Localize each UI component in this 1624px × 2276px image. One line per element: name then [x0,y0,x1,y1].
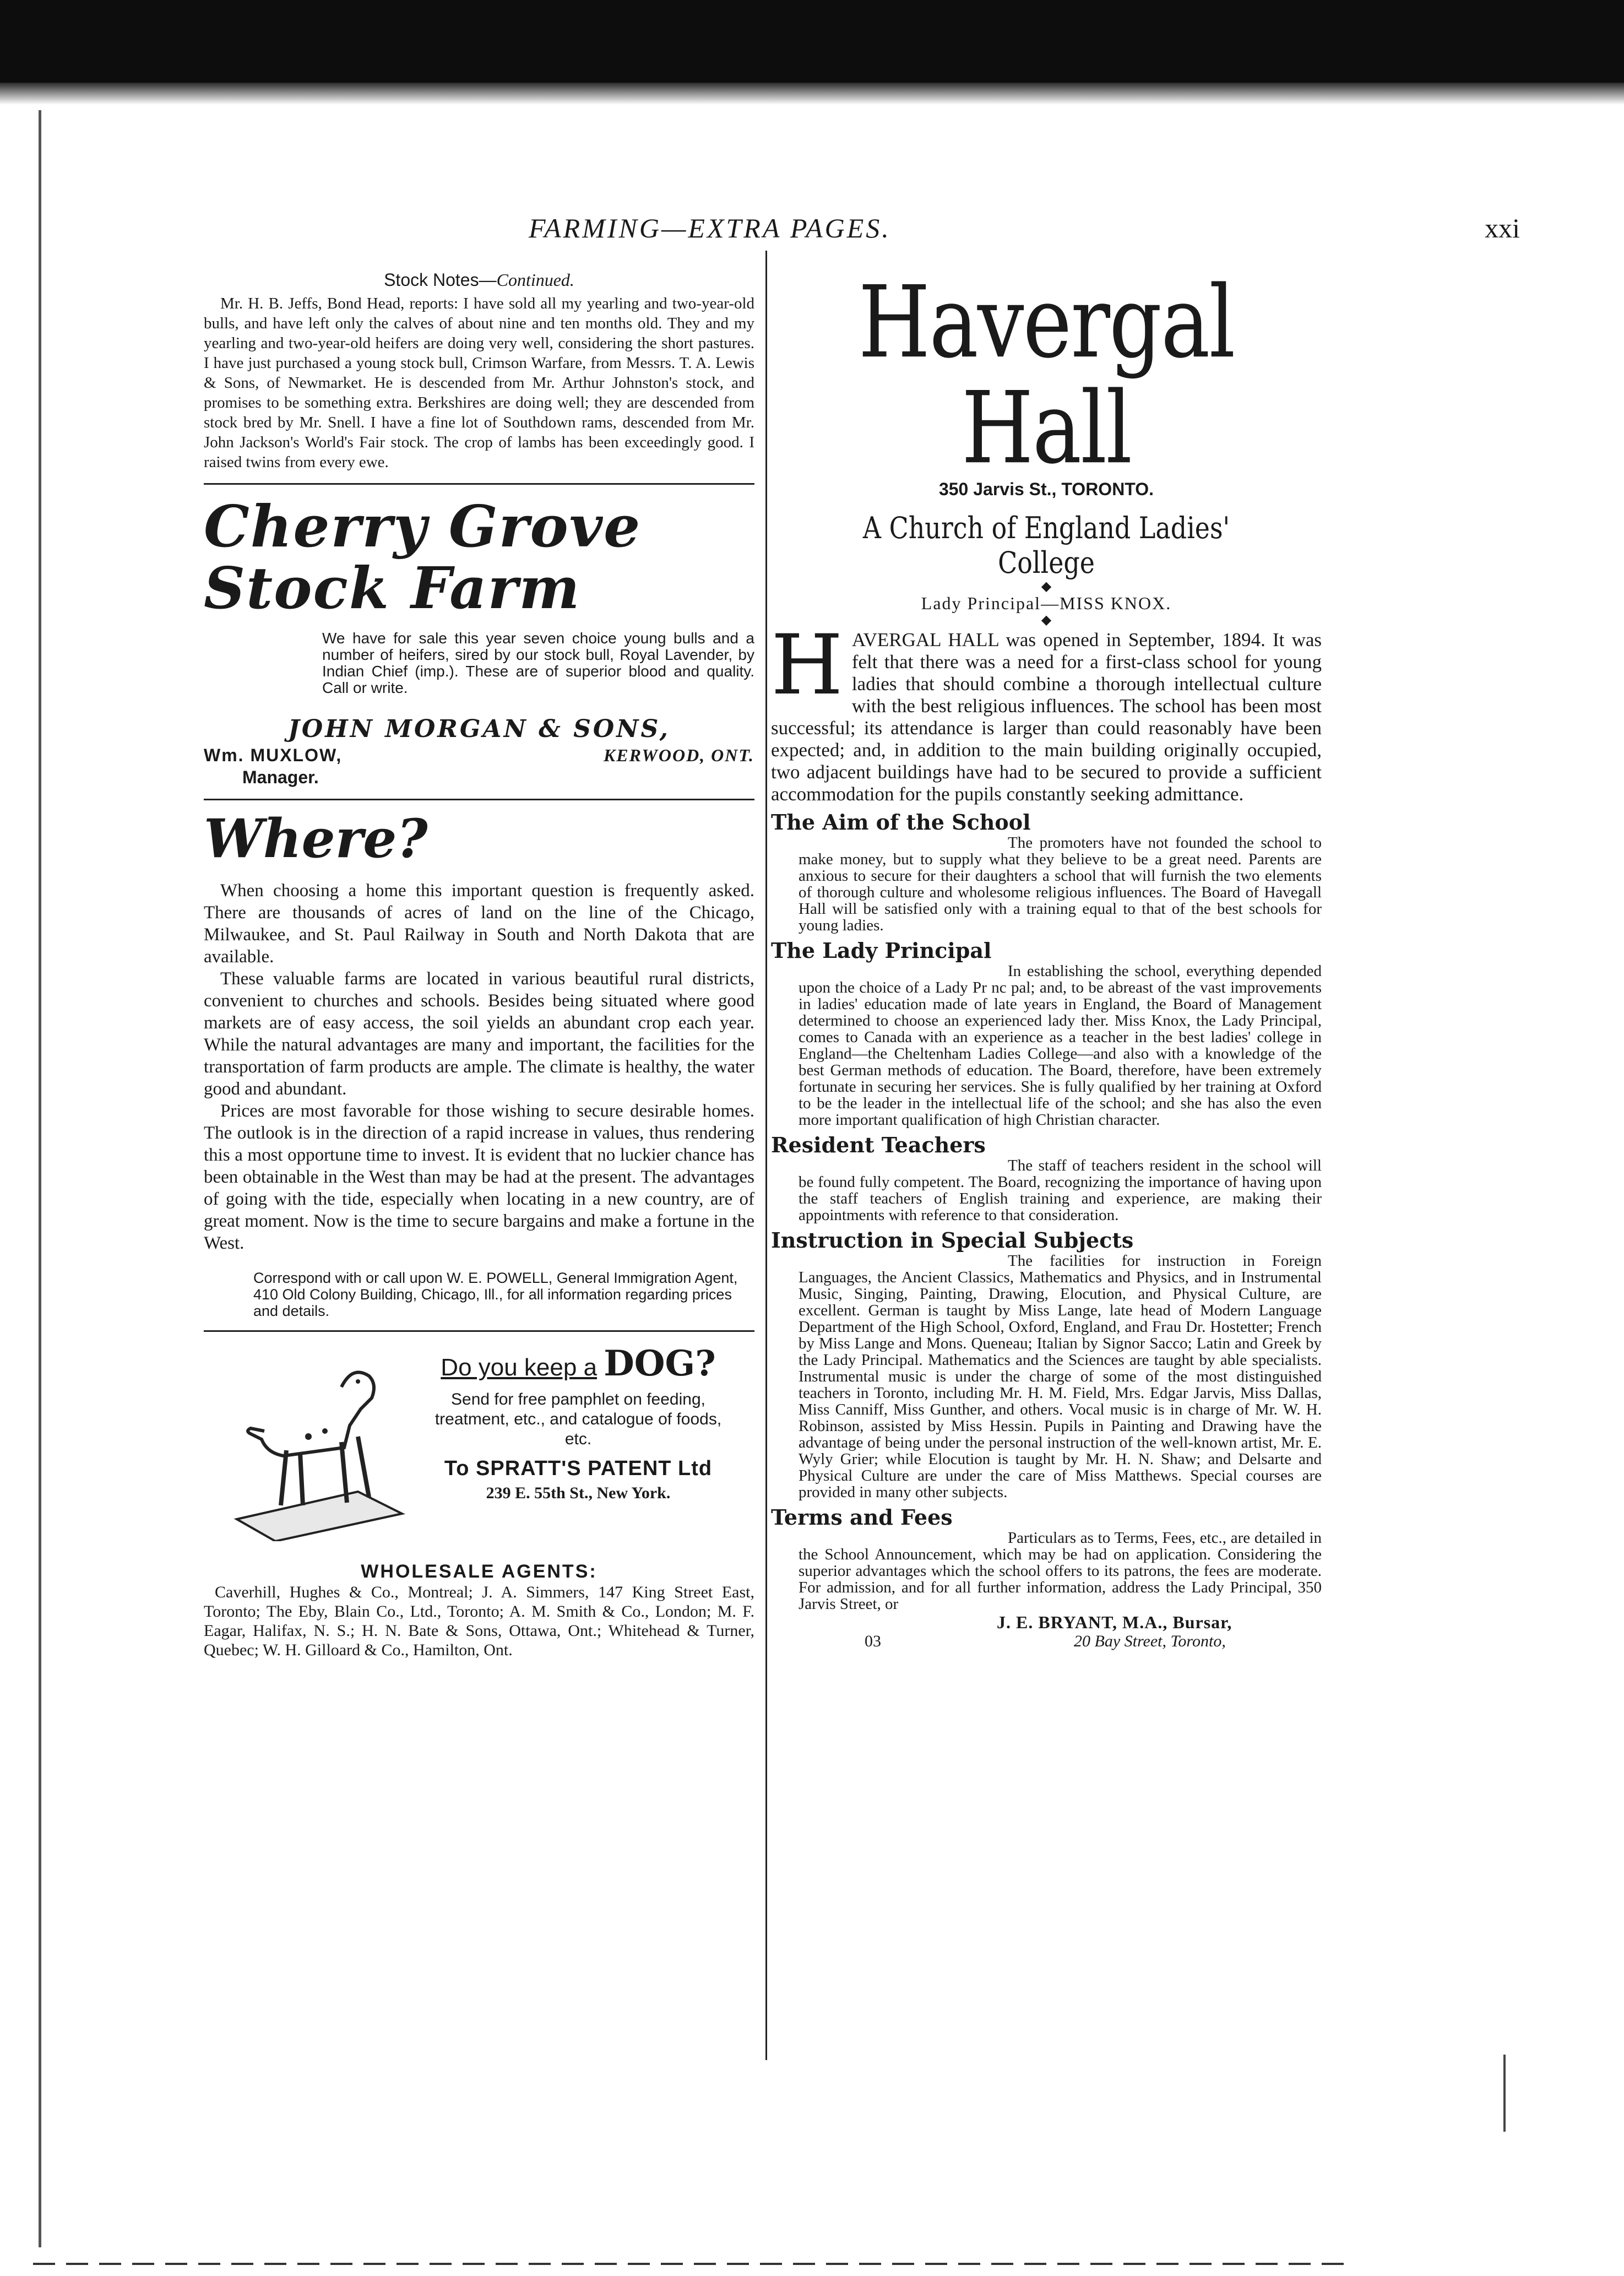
scan-right-mark [1503,2055,1506,2132]
signoff-number: 03 [865,1632,881,1650]
dog-advertisement [204,1343,754,1558]
diamond-ornament-icon: ◆ [1041,579,1052,594]
dog-address: 239 E. 55th St., New York. [486,1484,671,1502]
stock-notes-heading: Stock Notes—Continued. [384,270,574,290]
section-body: The facilities for instruction in Foreign Languages, the Ancient Classics, Mathematics and Physics, and in Instrumental Music, Singing, Painting, Drawing, Elocution, and Physical Culture, are excellent. German is taught by Miss Lange, late head of Modern Language Department of the High School, Oxford, England, and Frau Dr. Hostetter; French by Miss Lange and Mons. Queneau; Italian by Signor Sacco; Latin and Greek by the Lady Principal. Mathematics and the Sciences are taught by able specialists. Instrumental music is under the charge of some of the most distinguished teachers in Toronto, including Mr. H. M. Field, Mrs. Edgar Jarvis, Miss Dallas, Miss Canniff, Miss Gunther, and others. Vocal music is in charge of Mr. W. H. Robinson, assisted by Miss Hessin. Pupils in Painting and Drawing have the advantage of being under the personal instruction of the well-known artist, Mr. E. Wyly Grier; while Elocution is taught by Mr. H. N. Shaw; and Delsarte and Physical Culture are under the care of Miss Matthews. Special courses are provided in many other subjects. [799,1252,1322,1501]
cherry-grove-firm: JOHN MORGAN & SONS, [288,715,670,743]
cherry-grove-manager-row [204,745,754,767]
where-paragraph: Prices are most favorable for those wishing to secure desirable homes. The outlook is in the direction of a rapid increase in values, thus rendering this a most opportune time to invest. It is evident that no luckier chance has been obtainable in the West than may be had at the present. The advantages of going with the tide, especially when locating in a new country, are of great moment. Now is the time to secure bargains and make a fortune in the West. [204,1101,754,1253]
section-body: Particulars as to Terms, Fees, etc., are detailed in the School Announcement, which may be had on application. Considering the superior advantages which the school offers to its patrons, the fees are moderate. For admission, and for all further information, address the Lady Principal, 350 Jarvis Street, or [799,1529,1322,1613]
section-heading: Resident Teachers [771,1132,986,1157]
section-heading: Instruction in Special Subjects [771,1228,1134,1253]
section-heading: The Lady Principal [771,938,992,963]
cherry-grove-title: Cherry Grove Stock Farm [204,492,642,622]
section-heading: The Aim of the School [771,810,1031,834]
havergal-principal: Lady Principal—MISS KNOX. [921,593,1172,613]
scan-border-shadow [0,83,1624,105]
running-head-title: FARMING—EXTRA PAGES. [529,213,891,243]
farm-location: KERWOOD, ONT. [603,745,754,765]
dog-send-text: Send for free pamphlet on feeding, treatment, etc., and catalogue of foods, etc. [434,1390,722,1448]
dog-illustration-icon [226,1354,408,1541]
section-body: In establishing the school, everything depended upon the choice of a Lady Pr nc pal; and, to be abreast of the vast improvements in ladies' education made of late years in England, the Board of Management determined to choose an experienced lady ther. Miss Knox, the Lady Principal, comes to Canada with an experience as a teacher in the best ladies' college in England—the Cheltenham Ladies College—and also with a knowledge of the best German methods of education. The Board, therefore, have been extremely fortunate in securing her services. She is fully qualified by her training at Oxford to be the leader in the intellectual life of the school; and she has also the even more important qualification of high Christian character. [799,962,1322,1129]
stock-notes-body: Mr. H. B. Jeffs, Bond Head, reports: I have sold all my yearling and two-year-old bulls, and have left only the calves of about nine and ten months old. They and my yearling and two-year-old heifers are doing very well, considering the short pastures. I have just purchased a young stock bull, Crimson Warfare, from Messrs. T. A. Lewis & Sons, of Newmarket. He is descended from Mr. Arthur Johnston's stock, and promises to be something extra. Berkshires are doing well; they are descended from stock bred by Mr. Snell. I have a fine lot of Southdown rams, descended from Mr. John Jackson's World's Fair stock. The crop of lambs has been exceedingly good. I raised twins from every ewe. [204,295,754,471]
scan-top-border [0,0,1624,83]
dog-company: To SPRATT'S PATENT Ltd [444,1457,713,1480]
manager-role: Manager. [242,767,319,787]
divider [204,799,754,800]
signoff [799,1612,1322,1652]
divider [204,483,754,485]
section-body: The promoters have not founded the school to make money, but to supply what they believe to be a great need. Parents are anxious to secure for their daughters a school that will furnish the two elements of thorough culture and wholesome religious influences. The Board of Havegall Hall will be satisfied only with a training equal to that of the best schools for young ladies. [799,834,1322,934]
scan-left-edge [39,110,41,2247]
where-paragraph: When choosing a home this important question is frequently asked. There are thousands of acres of land on the line of the Chicago, Milwaukee, and St. Paul Railway in South and North Dakota that are available. [204,881,754,967]
dog-ad-text [424,1343,732,1503]
section-body: The staff of teachers resident in the school will be found fully competent. The Board, recognizing the importance of having upon the staff teachers of English training and experience, are making their appointments with reference to that consideration. [799,1157,1322,1224]
signoff-name: J. E. BRYANT, M.A., Bursar, [997,1612,1232,1632]
dog-question: Do you keep a DOG? [441,1343,716,1384]
column-rule [765,251,767,2060]
section-heading: Terms and Fees [771,1505,953,1530]
where-paragraph: These valuable farms are located in various beautiful rural districts, convenient to churches and schools. Besides being situated where good markets are of easy access, the soil yields an abundant crop each year. While the natural advantages are many and important, the facilities for the transportation of farm products are ample. The climate is healthy, the water good and abundant. [204,969,754,1099]
wholesale-agents-heading: WHOLESALE AGENTS: [361,1561,598,1582]
right-column [771,259,1322,1652]
page-number: xxi [1485,213,1520,243]
signoff-address: 20 Bay Street, Toronto, [1074,1632,1226,1650]
havergal-title: Havergal Hall [858,265,1235,486]
manager-name: Wm. MUXLOW, [204,745,343,765]
where-contact: Correspond with or call upon W. E. POWELL, General Immigration Agent, 410 Old Colony Building, Chicago, Ill., for all information regarding prices and details. [253,1270,738,1319]
wholesale-agents-list: Caverhill, Hughes & Co., Montreal; J. A. Simmers, 147 King Street East, Toronto; The Eby, Blain Co., Ltd., Toronto; A. M. Smith & Co., London; M. F. Eagar, Halifax, N. S.; H. N. Bate & Sons, Ottawa, Ont.; Whitehead & Turner, Quebec; W. H. Gilloard & Co., Hamilton, Ont. [204,1583,754,1659]
diamond-ornament-icon: ◆ [1041,613,1052,627]
havergal-address: 350 Jarvis St., TORONTO. [938,479,1154,499]
divider [204,1330,754,1332]
drop-cap: H [771,617,843,713]
left-column [204,270,754,1660]
cherry-grove-body: We have for sale this year seven choice young bulls and a number of heifers, sired by our stock bull, Royal Lavender, by Indian Chief (imp.). These are of superior blood and quality. Call or write. [322,630,754,696]
where-title: Where? [204,808,428,870]
havergal-subtitle: A Church of England Ladies' College [862,511,1230,580]
havergal-intro: HAVERGAL HALL was opened in September, 1894. It was felt that there was a need for a first-class school for young ladies that should combine a thorough intellectual culture with the best religious influences. The school has been most successful; its attendance is larger than could reasonably have been expected; and, in addition to the main building originally occupied, two adjacent buildings have had to be secured to provide a sufficient accommodation for the pupils constantly seeking admittance. [771,617,1322,805]
running-head [529,212,1520,251]
scan-bottom-edge [33,2263,1355,2265]
